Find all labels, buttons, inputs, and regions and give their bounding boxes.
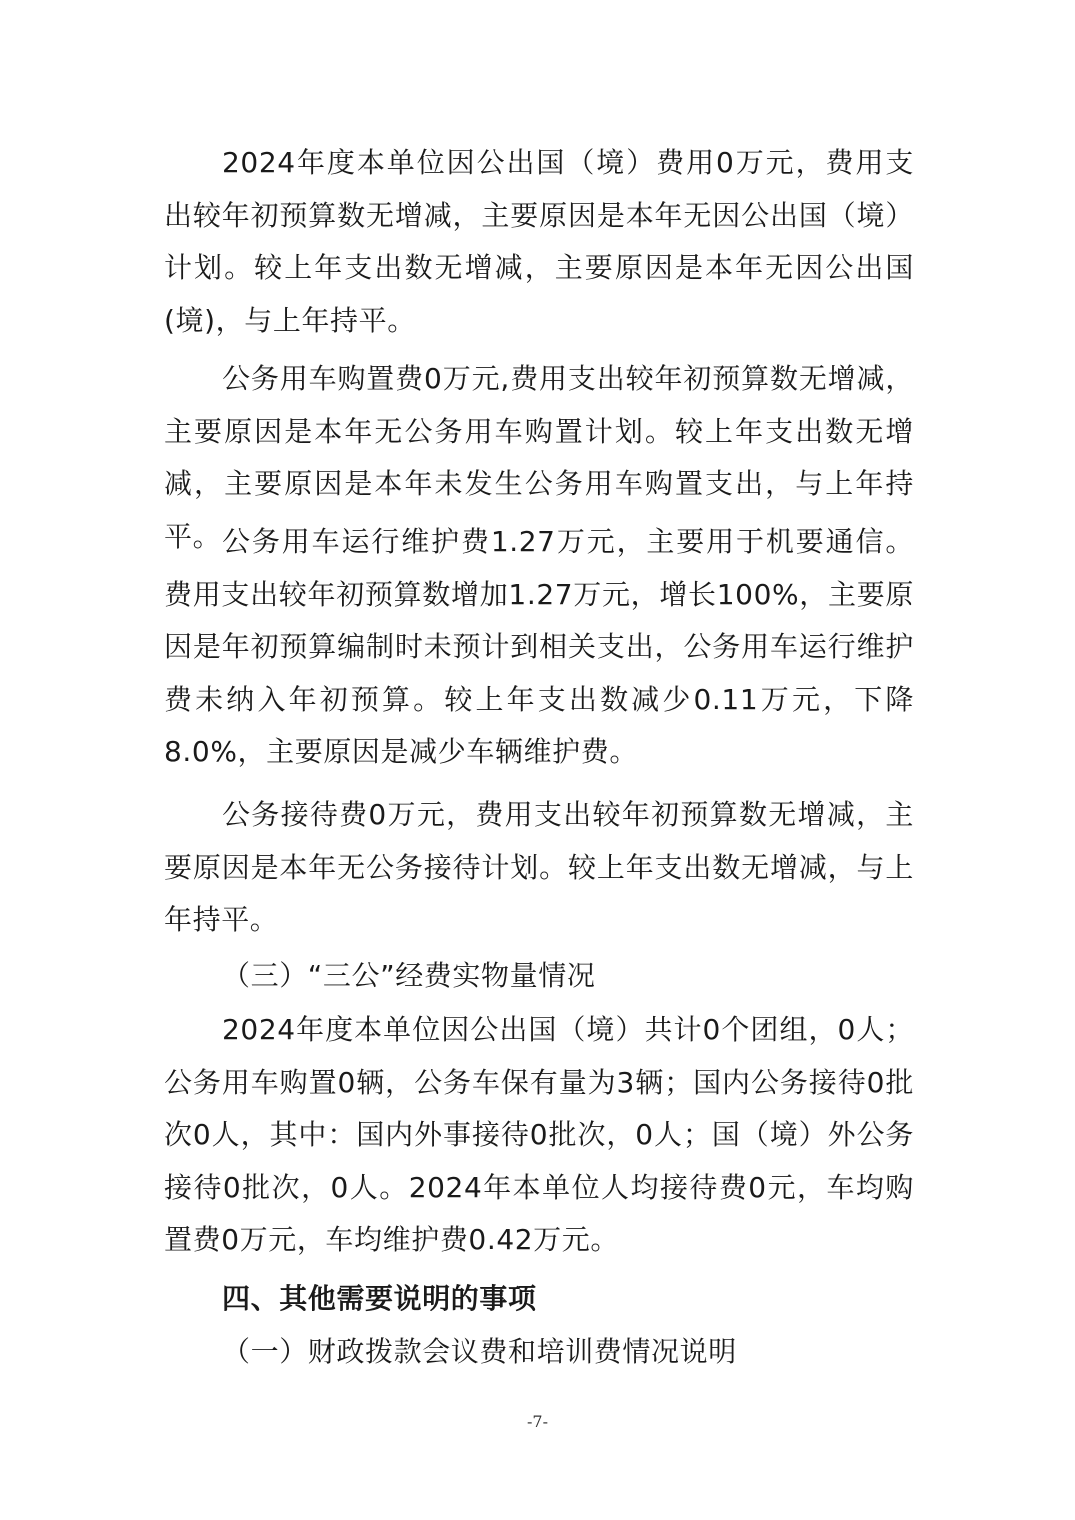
- paragraph-vehicle-maintenance: 公务用车运行维护费1.27万元，主要用于机要通信。费用支出较年初预算数增加1.27万元，增长100%，主要原因是年初预算编制时未预计到相关支出，公务用车运行维护费未纳入年初预算。较上年支出数减少0.11万元，下降8.0%，主要原因是减少车辆维护费。: [164, 525, 914, 768]
- subheading-meeting-training-fees: （一）财政拨款会议费和培训费情况说明: [222, 1335, 737, 1368]
- paragraph-reception: 公务接待费0万元，费用支出较年初预算数无增减，主要原因是本年无公务接待计划。较上年支出数无增减，与上年持平。: [164, 798, 914, 936]
- paragraph-overseas-travel: 2024年度本单位因公出国（境）费用0万元，费用支出较年初预算数无增减，主要原因是本年无因公出国（境）计划。较上年支出数无增减，主要原因是本年无因公出国(境)，与上年持平。: [164, 146, 914, 337]
- paragraph-physical-quantity: 2024年度本单位因公出国（境）共计0个团组，0人；公务用车购置0辆，公务车保有量为3辆；国内公务接待0批次0人，其中：国内外事接待0批次，0人；国（境）外公务接待0批次，0人。2024年本单位人均接待费0元，车均购置费0万元，车均维护费0.42万元。: [164, 1013, 914, 1256]
- page-number: -7-: [527, 1412, 548, 1431]
- section-heading-other-matters: 四、其他需要说明的事项: [222, 1282, 537, 1315]
- paragraph-vehicle-purchase: 公务用车购置费0万元,费用支出较年初预算数无增减，主要原因是本年无公务用车购置计划。较上年支出数无增减，主要原因是本年未发生公务用车购置支出，与上年持平。: [164, 362, 914, 553]
- subheading-three-public-quantity: （三）“三公”经费实物量情况: [222, 959, 596, 992]
